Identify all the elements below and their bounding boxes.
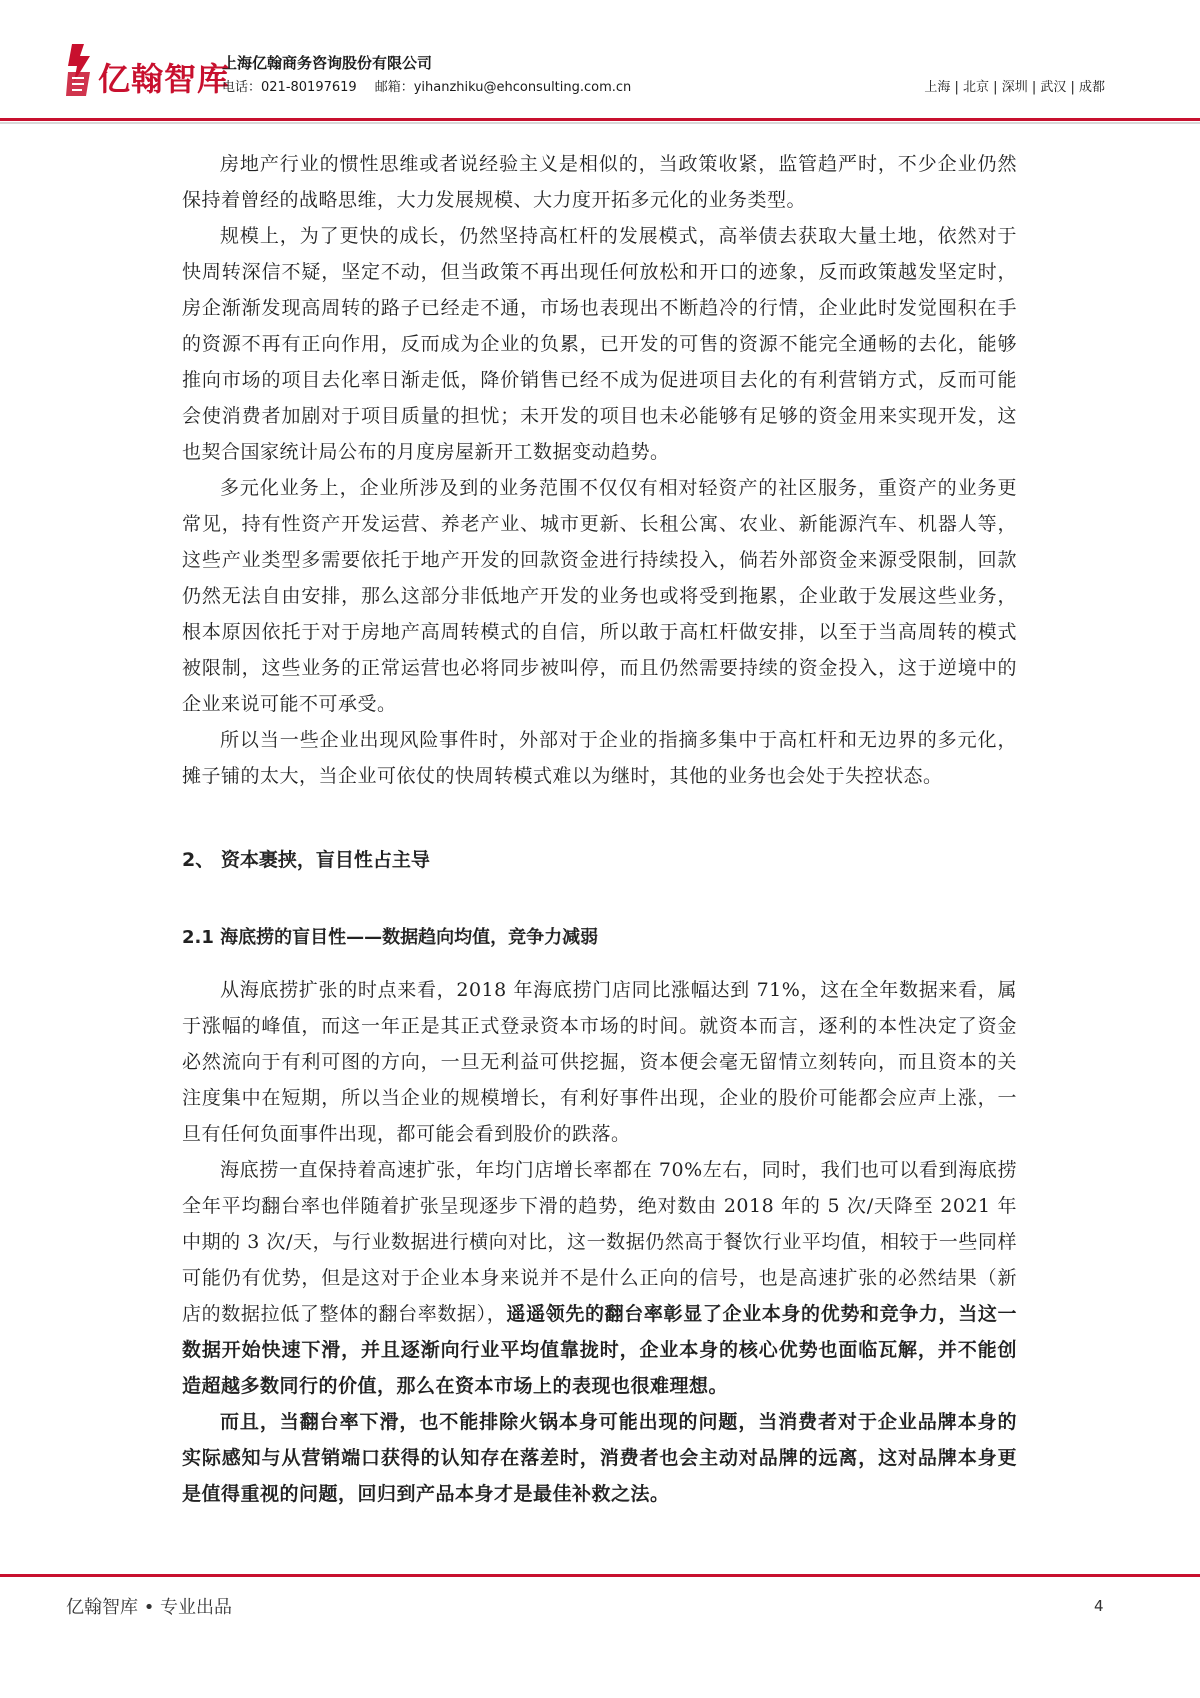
footer-divider xyxy=(0,1574,1200,1577)
paragraph-inertia: 房地产行业的惯性思维或者说经验主义是相似的，当政策收紧，监管趋严时，不少企业仍然保持着曾经的战略思维，大力发展规模、大力度开拓多元化的业务类型。 xyxy=(182,153,1017,211)
page-header xyxy=(0,0,1200,124)
paragraph-text-emphasis-2: 而且，当翻台率下滑，也不能排除火锅本身可能出现的问题，当消费者对于企业品牌本身的实际感知与从营销端口获得的认知存在落差时，消费者也会主动对品牌的远离，这对品牌本身更是值得重视的问题，回归到产品本身才是最佳补救之法。 xyxy=(182,1411,1017,1505)
paragraph-expansion-timing: 从海底捞扩张的时点来看，2018 年海底捞门店同比涨幅达到 71%，这在全年数据来看，属于涨幅的峰值，而这一年正是其正式登录资本市场的时间。就资本而言，逐利的本性决定了资金必然流向于有利可图的方向，一旦无利益可供挖掘，资本便会毫无留情立刻转向，而且资本的关注度集中在短期，所以当企业的规模增长，有利好事件出现，企业的股价可能都会应声上涨，一旦有任何负面事件出现，都可能会看到股价的跌落。 xyxy=(182,979,1017,1145)
header-divider-shadow xyxy=(0,122,1200,124)
company-logo xyxy=(62,42,231,102)
office-cities: 上海 | 北京 | 深圳 | 武汉 | 成都 xyxy=(924,80,1105,95)
paragraph-diversification: 多元化业务上，企业所涉及到的业务范围不仅仅有相对轻资产的社区服务，重资产的业务更常见，持有性资产开发运营、养老产业、城市更新、长租公寓、农业、新能源汽车、机器人等，这些产业类型多需要依托于地产开发的回款资金进行持续投入，倘若外部资金来源受限制，回款仍然无法自由安排，那么这部分非低地产开发的业务也或将受到拖累，企业敢于发展这些业务，根本原因依托于对于房地产高周转模式的自信，所以敢于高杠杆做安排，以至于当高周转的模式被限制，这些业务的正常运营也必将同步被叫停，而且仍然需要持续的资金投入，这于逆境中的企业来说可能不可承受。 xyxy=(182,477,1017,715)
paragraph-scale: 规模上，为了更快的成长，仍然坚持高杠杆的发展模式，高举债去获取大量土地，依然对于快周转深信不疑，坚定不动，但当政策不再出现任何放松和开口的迹象，反而政策越发坚定时，房企渐渐发现高周转的路子已经走不通，市场也表现出不断趋冷的行情，企业此时发觉囤积在手的资源不再有正向作用，反而成为企业的负累，已开发的可售的资源不能完全通畅的去化，能够推向市场的项目去化率日渐走低，降价销售已经不成为促进项目去化的有利营销方式，反而可能会使消费者加剧对于项目质量的担忧；未开发的项目也未必能够有足够的资金用来实现开发，这也契合国家统计局公布的月度房屋新开工数据变动趋势。 xyxy=(182,225,1017,463)
paragraph-brand-perception xyxy=(182,1404,1017,1512)
header-divider xyxy=(0,118,1200,121)
contact-info xyxy=(222,76,649,95)
logo-wordmark: 亿翰智库 xyxy=(98,60,231,98)
yihan-logo-icon xyxy=(62,42,96,98)
paragraph-risk-events: 所以当一些企业出现风险事件时，外部对于企业的指摘多集中于高杠杆和无边界的多元化，摊子铺的太大，当企业可依仗的快周转模式难以为继时，其他的业务也会处于失控状态。 xyxy=(182,729,1017,787)
company-name: 上海亿翰商务咨询股份有限公司 xyxy=(222,54,433,72)
paragraph-text-emphasis: 遥遥领先的翻台率彰显了企业本身的优势和竞争力，当这一数据开始快速下滑，并且逐渐向行业平均值靠拢时，企业本身的核心优势也面临瓦解，并不能创造超越多数同行的价值，那么在资本市场上的表现也很难理想。 xyxy=(182,1303,1017,1397)
email-address: 邮箱：yihanzhiku@ehconsulting.com.cn xyxy=(374,80,632,95)
document-body xyxy=(182,146,1017,1512)
footer-brand-text: 亿翰智库 • 专业出品 xyxy=(66,1597,233,1618)
section-heading-2: 2、 资本裹挟，盲目性占主导 xyxy=(182,849,430,871)
phone-number: 电话：021-80197619 xyxy=(222,80,357,95)
paragraph-text-normal: 海底捞一直保持着高速扩张，年均门店增长率都在 70%左右，同时，我们也可以看到海底捞全年平均翻台率也伴随着扩张呈现逐步下滑的趋势，绝对数由 2018 年的 5 次/天降至 2021 年中期的 3 次/天，与行业数据进行横向对比，这一数据仍然高于餐饮行业平均值，相较于一些同样可能仍有优势，但是这对于企业本身来说并不是什么正向的信号，也是高速扩张的必然结果（新店的数据拉低了整体的翻台率数据）， xyxy=(182,1159,1017,1325)
section-heading-2-1: 2.1 海底捞的盲目性——数据趋向均值，竞争力减弱 xyxy=(182,927,599,948)
paragraph-table-turnover xyxy=(182,1152,1017,1404)
page-number: 4 xyxy=(1094,1597,1104,1615)
